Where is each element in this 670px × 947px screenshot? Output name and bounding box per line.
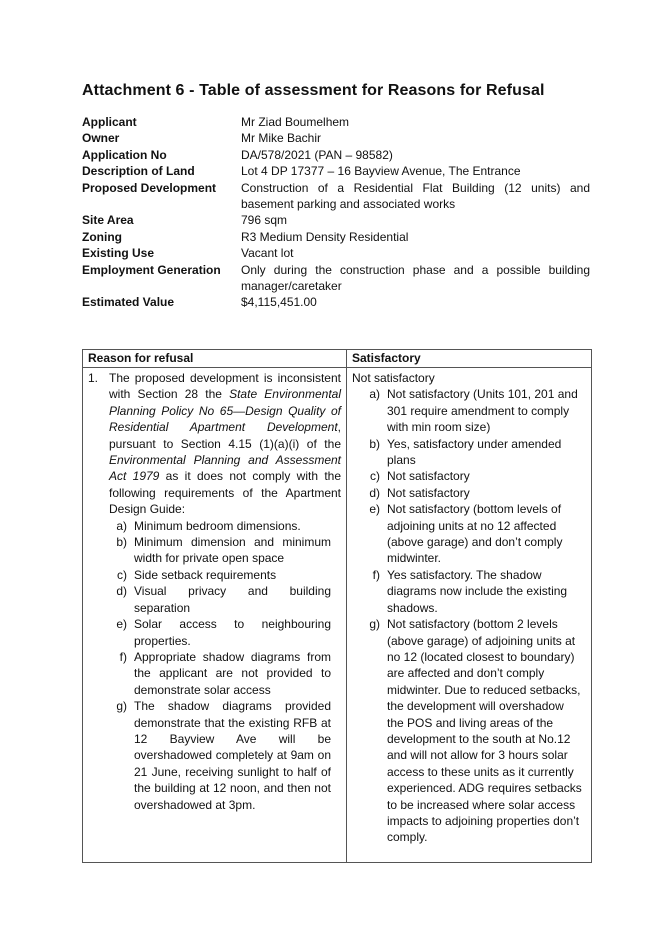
detail-value: Only during the construction phase and a possible building manager/caretaker bbox=[241, 262, 590, 294]
detail-row-existing-use bbox=[82, 245, 594, 261]
reason-item-b bbox=[88, 534, 341, 567]
detail-row-application-no bbox=[82, 147, 594, 163]
satisfactory-item-e bbox=[352, 501, 587, 567]
detail-value: $4,115,451.00 bbox=[241, 295, 317, 310]
reason-text-part: as it does not comply with the following requirements of the Apartment Design Guide: bbox=[109, 469, 341, 517]
item-text: The shadow diagrams provided demonstrate that the existing RFB at 12 Bayview Ave will be overshadowed completely at 9am on 21 June, receiving sunlight to half of the building at 12 noon, and then not overshadowed at 3pm. bbox=[134, 699, 331, 812]
item-letter: b) bbox=[369, 436, 380, 451]
act-title: Environmental Planning and Assessment Act 1979 bbox=[109, 453, 341, 484]
item-text: Not satisfactory (bottom levels of adjoining units at no 12 affected (above garage) and don’t comply midwinter. bbox=[387, 502, 563, 566]
table-row bbox=[83, 368, 591, 862]
detail-row-description-of-land bbox=[82, 163, 594, 179]
reason-paragraph bbox=[88, 370, 341, 518]
sepp-title: State Environmental Planning Policy No 65—Design Quality of Residential Apartment Development bbox=[109, 387, 341, 435]
satisfactory-heading: Not satisfactory bbox=[352, 371, 435, 385]
item-letter: e) bbox=[369, 502, 380, 517]
detail-label: Owner bbox=[82, 131, 120, 146]
item-letter: f) bbox=[372, 567, 380, 582]
item-text: Side setback requirements bbox=[134, 567, 277, 582]
detail-label: Employment Generation bbox=[82, 262, 221, 277]
item-text: Not satisfactory (Units 101, 201 and 301 require amendment to comply with min room size) bbox=[387, 387, 578, 435]
detail-value: DA/578/2021 (PAN – 98582) bbox=[241, 147, 393, 162]
item-letter: f) bbox=[119, 649, 127, 664]
detail-row-owner bbox=[82, 130, 594, 146]
detail-value: Mr Ziad Boumelhem bbox=[241, 115, 350, 129]
detail-value: R3 Medium Density Residential bbox=[241, 229, 409, 244]
satisfactory-item-b bbox=[352, 436, 587, 469]
detail-value: Lot 4 DP 17377 – 16 Bayview Avenue, The Entrance bbox=[241, 164, 521, 179]
detail-label: Estimated Value bbox=[82, 295, 175, 310]
item-text: Appropriate shadow diagrams from the applicant are not provided to demonstrate solar access bbox=[134, 649, 331, 697]
reason-text-part: The proposed development is inconsistent with Section 28 the bbox=[109, 371, 341, 402]
reason-number: 1. bbox=[88, 371, 99, 385]
detail-value: 796 sqm bbox=[241, 213, 288, 228]
item-letter: b) bbox=[116, 535, 127, 550]
detail-label: Applicant bbox=[82, 115, 137, 129]
reason-text bbox=[109, 370, 341, 518]
detail-label: Application No bbox=[82, 147, 167, 162]
detail-label: Proposed Development bbox=[82, 180, 217, 195]
item-text: Not satisfactory (bottom 2 levels (above garage) of adjoining units at no 12 (located closest to boundary) are affected and don’t comply midwinter. Due to reduced setbacks, the development will overshadow the POS and living areas of the development to the south at No.12 and will not allow for 3 hours solar access to these units as it currently experienced. ADG requires setbacks to be increased where solar access impacts to adjoining properties don’t comply. bbox=[387, 617, 582, 845]
item-text: Not satisfactory bbox=[387, 485, 470, 500]
item-text: Visual privacy and building separation bbox=[134, 584, 331, 615]
item-letter: a) bbox=[116, 518, 127, 533]
refusal-assessment-table bbox=[82, 349, 592, 863]
satisfactory-item-g bbox=[352, 616, 587, 846]
detail-label: Description of Land bbox=[82, 164, 195, 179]
satisfactory-item-c bbox=[352, 468, 587, 484]
reason-cell bbox=[83, 368, 347, 862]
detail-value: Vacant lot bbox=[241, 246, 294, 261]
detail-value: Construction of a Residential Flat Building (12 units) and basement parking and associated works bbox=[241, 180, 590, 212]
satisfactory-item-a bbox=[352, 386, 587, 435]
header-reason-for-refusal: Reason for refusal bbox=[83, 350, 347, 367]
reason-item-a bbox=[88, 518, 341, 534]
item-text: Minimum dimension and minimum width for private open space bbox=[134, 535, 331, 566]
reason-item-d bbox=[88, 583, 341, 616]
item-text: Yes, satisfactory under amended plans bbox=[387, 436, 562, 468]
reason-text-part: , pursuant to Section 4.15 (1)(a)(i) of the bbox=[109, 420, 341, 451]
detail-value: Mr Mike Bachir bbox=[241, 131, 322, 146]
detail-label: Existing Use bbox=[82, 246, 155, 261]
header-satisfactory: Satisfactory bbox=[352, 351, 421, 365]
reason-item-c bbox=[88, 567, 341, 583]
item-letter: c) bbox=[117, 567, 127, 582]
reason-item-g bbox=[88, 698, 341, 813]
item-text: Solar access to neighbouring properties. bbox=[134, 617, 331, 648]
detail-row-zoning bbox=[82, 229, 594, 245]
item-letter: c) bbox=[370, 469, 380, 484]
reason-item-f bbox=[88, 649, 341, 698]
item-letter: a) bbox=[369, 387, 380, 402]
detail-label: Site Area bbox=[82, 213, 134, 228]
item-text: Not satisfactory bbox=[387, 469, 470, 484]
item-text: Yes satisfactory. The shadow diagrams now include the existing shadows. bbox=[387, 567, 568, 615]
application-details bbox=[82, 114, 594, 311]
detail-row-applicant bbox=[82, 114, 594, 130]
detail-row-proposed-development bbox=[82, 180, 594, 213]
item-letter: g) bbox=[369, 617, 380, 632]
table-header-row bbox=[83, 350, 591, 368]
item-letter: e) bbox=[116, 617, 127, 632]
item-letter: d) bbox=[116, 584, 127, 599]
page-title: Attachment 6 - Table of assessment for Reasons for Refusal bbox=[82, 82, 545, 99]
detail-row-estimated-value bbox=[82, 294, 594, 310]
satisfactory-item-f bbox=[352, 567, 587, 616]
detail-row-site-area bbox=[82, 212, 594, 228]
item-letter: d) bbox=[369, 485, 380, 500]
reason-item-e bbox=[88, 616, 341, 649]
satisfactory-item-d bbox=[352, 485, 587, 501]
detail-label: Zoning bbox=[82, 229, 122, 244]
detail-row-employment-generation bbox=[82, 262, 594, 295]
item-letter: g) bbox=[116, 699, 127, 714]
satisfactory-cell bbox=[347, 368, 591, 862]
item-text: Minimum bedroom dimensions. bbox=[134, 518, 301, 533]
